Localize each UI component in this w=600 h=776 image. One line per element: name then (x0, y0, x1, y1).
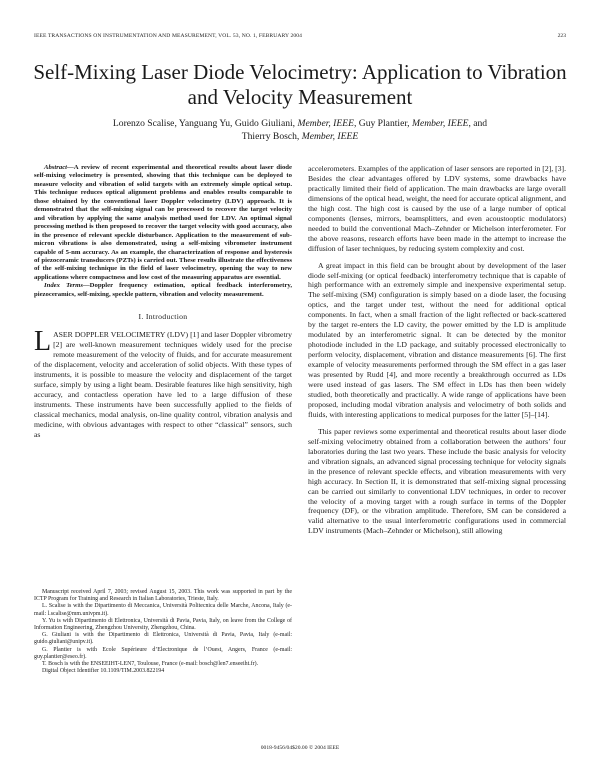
author-list (60, 118, 540, 143)
index-terms (34, 282, 292, 299)
abstract-lead: Abstract (44, 164, 68, 171)
footnote: G. Plantier is with Ecole Supérieure d’Electronique de l’Ouest, Angers, France (e-mail: guy.plantier@eseo.fr). (34, 646, 292, 660)
author-names: , Guy Plantier, (353, 118, 410, 129)
abstract (34, 164, 292, 282)
paper-title: Self-Mixing Laser Diode Velocimetry: Application to Vibration and Velocity Measurement (33, 60, 567, 109)
author-names: Thierry Bosch, (241, 130, 300, 142)
body-paragraph: This paper reviews some experimental and theoretical results about laser diode self-mixing velocimetry obtained from a collaboration between the authors’ four laboratories during the last two years. These include the basic analysis for velocity and vibration signals, an advanced signal processing technique for velocity signals in the presence of relevant speckle effects, and vibration measurements with very high accuracy. In Section II, it is demonstrated that self-mixing signal processing can be carried out similarly to conventional LDV techniques, in order to recover the velocity of a moving target with a rough surface in terms of the Doppler frequency (DF), or the vibration amplitude. Therefore, SM can be considered a valid alternative to the usual interferometric configurations used in commercial LDV instruments (Mach–Zehnder or Michelson), still allowing (308, 426, 566, 536)
footnote: T. Bosch is with the ENSEEIHT-LEN7, Toulouse, France (e-mail: bosch@len7.enseeiht.fr). (42, 661, 259, 668)
body-paragraph: A great impact in this field can be brought about by development of the laser diode self-mixing (or optical feedback) interferometry technique that is capable of high performance with an extremely simple and inexpensive experimental setup. The self-mixing (SM) configuration is simply based on a diode laser, the focusing optics, and the target under test, without the need for additional optical components. In fact, when a small fraction of the light reflected or back-scattered by the target re-enters the LD cavity, the power emitted by the LD is amplitude modulated by an interferometric signal. It can be detected by the monitor photodiode included in the LD package, and suitably processed electronically to perform velocity, displacement, vibration and distance measurements [6]. The first example of velocity measurements performed through the SM effect in a gas laser was presented by Rudd [4], and more recently a breakthrough occurred as LDs were used instead of gas lasers. The SM effect in LDs has then been widely studied, both theoretically and practically. A wide range of applications have been proposed, including modal vibration analysis and velocimetry of both solids and fluids, with interesting applications to medical purposes for the latter [5]–[14]. (308, 260, 566, 419)
author-names: Lorenzo Scalise, Yanguang Yu, Guido Giuliani, (112, 118, 296, 129)
index-terms-lead: Index Terms (44, 282, 83, 290)
intro-text: ASER DOPPLER VELOCIMETRY (LDV) [1] and laser Doppler vibrometry [2] are well-known measurement techniques widely used for the precise remote measurement of the velocity of fluids, and for accurate measurement of the displacement, velocity and acceleration of solid objects. With these types of instruments, it is possible to measure the velocity and displacement of the target surface, simply by using a light beam. Desirable features like high sensitivity, high accuracy, and contactless operation have led to a large diffusion of these instruments. These instruments have been successfully applied to the fields of classical mechanics, modal analysis, on-line quality control, vibration analysis and medicine, with obvious advantages with respect to other “classical” sensors, such as (34, 330, 292, 439)
journal-header: IEEE TRANSACTIONS ON INSTRUMENTATION AND MEASUREMENT, VOL. 53, NO. 1, FEBRUARY 2004 (34, 33, 303, 39)
author-role: Member, IEEE (411, 118, 469, 129)
copyright-footer: 0018-9456/04$20.00 © 2004 IEEE (260, 745, 340, 751)
footnote: G. Giuliani is with the Dipartimento di Elettronica, Università di Pavia, Pavia, Italy (e-mail: guido.giuliani@unipv.it). (34, 632, 292, 646)
section-heading: I. Introduction (138, 312, 188, 322)
footnotes (34, 589, 292, 675)
author-role: Member, IEEE (301, 130, 359, 142)
footnote: Manuscript received April 7, 2003; revised August 15, 2003. This work was supported in part by the ICTP Program for Training and Research in Italian Laboratories, Trieste, Italy. (34, 589, 292, 603)
index-terms-text: —Doppler frequency estimation, optical feedback interferometry, piezoceramics, self-mixing, speckle pattern, vibration and velocity measurement. (34, 282, 292, 298)
abstract-text: —A review of recent experimental and theoretical results about laser diode self-mixing velocimetry is presented, showing that this technique can be deployed to measure velocity and vibration of solid targets with an extremely simple optical setup. This technique reduces optical alignment problems and enables results comparable to those obtained by the conventional laser Doppler velocimetry (LDV) approach. It is demonstrated that the self-mixing signal can be processed to recover the target velocity and vibration by applying the same analysis method used for LDV. An optimal signal processing method is then proposed to recover the target velocity with good accuracy, also in the presence of relevant speckle disturbance. Application to the measurement of sub-micron vibrations is also demonstrated, using a self-mixing vibrometer instrument capable of 5-nm accuracy. As an example, the characterization of response and hysteresis of piezoceramic transducers (PZTs) is carried out. These results illustrate the effectiveness of the self-mixing technique in the field of laser velocimetry, opening the way to new applications where compactness and low cost of the measuring apparatus are essential. (34, 164, 292, 281)
drop-cap: L (34, 326, 52, 358)
footnote: L. Scalise is with the Dipartimento di Meccanica, Università Politecnica delle Marche, Ancona, Italy (e-mail: l.scalise@mm.univpm.it). (34, 603, 292, 617)
right-column (308, 164, 566, 536)
left-column (34, 164, 292, 440)
footnote: Y. Yu is with Dipartimento di Elettronica, Università di Pavia, Pavia, Italy, on leave from the College of Information Engineering, Zhengzhou University, Zhengzhou, China. (34, 617, 292, 632)
author-role: Member, IEEE (297, 118, 354, 129)
doi-footnote: Digital Object Identifier 10.1109/TIM.2003.822194 (42, 668, 165, 675)
intro-paragraph (34, 326, 292, 439)
page-number: 223 (557, 33, 566, 39)
author-conjunction: , and (468, 118, 488, 129)
body-paragraph: accelerometers. Examples of the application of laser sensors are reported in [2], [3]. Besides the clear advantages offered by LDV systems, some drawbacks have practically limited their field of application. The main drawbacks are large overall dimensions of the optical head, weight, the need for accurate optical alignment, and the high cost. The high cost is caused by the use of a large number of optical components (lenses, mirrors, beamsplitters, and even acoustooptic modulators) needed to build the conventional Mach–Zehnder or Michelson interferometer. For the above reasons, research efforts have been made in the attempt to increase the diffusion of laser techniques, by reducing system complexity and cost. (308, 164, 566, 253)
